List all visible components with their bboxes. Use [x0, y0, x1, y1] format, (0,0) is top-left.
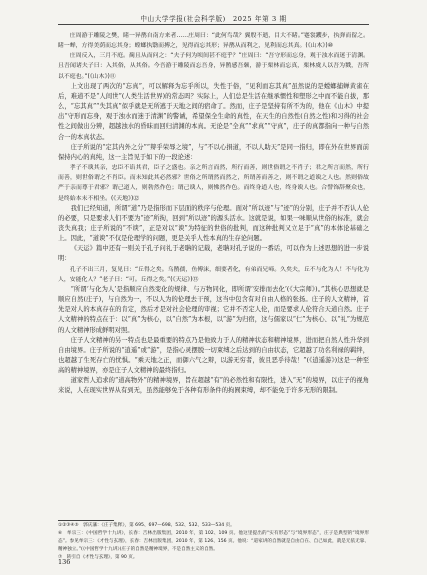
body-paragraph: 庄子人文精神的另一特点也是最重要的特点乃是他致力于人的精神状态和精神境界，进而把自然人性升华到自由境界。庄子所说的“逍遥”或“游”，是指心灵摆脱一切束缚之后达到的自由状态，它超越了功名利禄的羁绊，也超越了生死存亡的忧惧。“乘天地之正，而御六气之辩，以游无穷者，彼且恶乎待哉！”(《逍遥游》)这是一种至高的精神境界，亦是庄子人文精神的最终指归。	[58, 336, 369, 375]
block-quote: 孝子不谀其亲，忠臣不谄其君，臣子之盛也。亲之所言而然，所行而善，则世俗谓之不肖子；君之所言而然，所行而善，则世俗谓之不肖臣。而未知此其必然邪？世俗之所谓然而然之，所谓善而善之，则不谓之道谀之人也。然则俗故严于亲而尊于君邪？谓己道人，则勃然作色；谓己谀人，则怫然作色。而终身道人也，终身谀人也。合譬饰辞聚众也，是终始本末不相坐。(《天地》)⑫	[58, 165, 369, 202]
footnotes	[58, 522, 369, 562]
page-number: 136	[58, 558, 71, 566]
footnote: ①②③④⑤ 郭庆藩：《庄子集释》，第 695、697—698、532、532、533—534 页。	[58, 523, 235, 528]
footnote: ⑦ 转引自《才性与玄理》，第 90 页。	[58, 555, 138, 560]
footnote-rule	[58, 520, 114, 521]
header-rule	[58, 24, 369, 25]
block-quote: 庄周游于雕陵之樊，睹一异鹊自南方来者……庄周曰：“此何鸟哉？翼殷不逝，目大不睹。”蹇裳躩步，执弹而留之。睹一蝉，方得美荫而忘其身；螳螂执翳而搏之，见得而忘其形；异鹊从而利之，见利而忘其真。(《山木》)⑩	[58, 33, 369, 50]
body-paragraph: 我们已经知道，所谓“道”乃是指形而下层面的秩序与伦理。面对“所以迹”与“迹”的分别，庄子并不否认人伦的必要，只是要求人们不要为“迹”所拘，回到“所以迹”的源头活水。这就是说，如果一味顺从世俗的标准，就会丧失真我；庄子所说的“不谀”，正是对以“谀”为特征的世俗的批判，而这种批判又立足于“真”的本体论基础之上。因此，“道谀”不仅是伦理学的问题，更是关乎人性本真的生存论问题。	[58, 204, 369, 243]
article-body	[58, 31, 369, 397]
block-quote: 孔子不出三月，复见曰：“丘得之矣。乌鹊孺，鱼傅沫，细要者化，有弟而兄啼。久矣夫，丘不与化为人！不与化为人，安能化人？”老子曰：“可。丘得之矣。”(《天运》)⑬	[58, 266, 369, 283]
body-paragraph: 《天运》篇中还有一则关于孔子问礼于老聃的记载，老聃对孔子说的一番话，可以作为上述思想的进一步说明：	[58, 245, 369, 263]
body-paragraph: 道家哲人追求的“道高物外”的精神境界，旨在超越“有”的必然性和有限性，进入“无”的境界，以庄子的视角来说，人在现实世界从有到无，虽然能够免于各种有形条件的拘囿束缚，却不能免于许多无形的限制。	[58, 377, 369, 395]
block-quote: 庄周反入，三月不庭。蔺且从而问之：“夫子何为顷间甚不庭乎？”庄周曰：“吾守形而忘身，观于浊水而迷于清渊。且吾闻诸夫子曰：入其俗，从其俗。今吾游于雕陵而忘吾身，异鹊感吾颡，游于栗林而忘真，栗林虞人以吾为戮，吾所以不庭也。”(《山木》)⑪	[58, 53, 369, 80]
footnote: ⑥ 牟宗三：《中国哲学十九讲》，长春：吉林出版集团，2010 年，第 102、109 页。他这里提出的“实有形态”与“境界形态”，庄子是典型的“境界形态”。参见牟宗三：《才性与玄理》，长春：吉林出版集团，2010 年，第 126、156 页。他说：“道家讲的自然就是自由自在、自己如此，就是无依无靠、精神独立。”(《中国哲学十九讲》)庄子的自然是精神境界，不是自然主义的自然。	[58, 531, 369, 552]
body-paragraph: “所谓‘与化为人’是指顺应自然变化的规律、与万物同化，即所谓‘安排而去化’(《大宗师》)。”其核心思想就是顺应自然(庄子)，与自然为一，不以人为的伦理去干预，这当中包含有对自由人格的张扬。庄子的人文精神，首先是对人的本真存在的肯定，然后才是对社会伦理的审视；它并不否定人伦，而是要求人伦符合天道自然。庄子人文精神的特点在于：以“真”为核心，以“自然”为本根，以“游”为归宿，这与儒家以“仁”为核心、以“礼”为规范的人文精神形成鲜明对照。	[58, 285, 369, 334]
running-header: 中山大学学报(社会科学版) 2025 年第 3 期	[140, 15, 287, 23]
body-paragraph: 上文出现了两次的“忘真”，可以解释为忘乎所以，失性于俗，“见利而忘其真”虽然说的是螳螂捕蝉黄雀在后，难道不是“人间世”(人类生活世界)的常态吗？实际上，人们总是生活在继承惯性和塑形之中而不能自拔，那么，“忘其真”“失其真”似乎就是无所逃于天地之间的宿命了。然而，庄子是坚持有所不为的，他在《山木》中提出“守形而忘身，观于浊水而迷于清渊”的警诫，希望保全生命的真性，在天生的自然性(自然之性)和习得的社会性之间做出分辨，超越浊水的昏昧而回归清渊的本真。无论是“全真”“求真”“守真”，庄子的真都指向一种与自然合一的本真状态。	[58, 82, 369, 141]
body-paragraph: 庄子所说的“定其内外之分”“辩乎荣辱之境”，与“不以心捐道，不以人助天”是同一指归，即在外在世界面前保持内心的真纯，这一主旨见于如下的一段论述：	[58, 143, 369, 161]
